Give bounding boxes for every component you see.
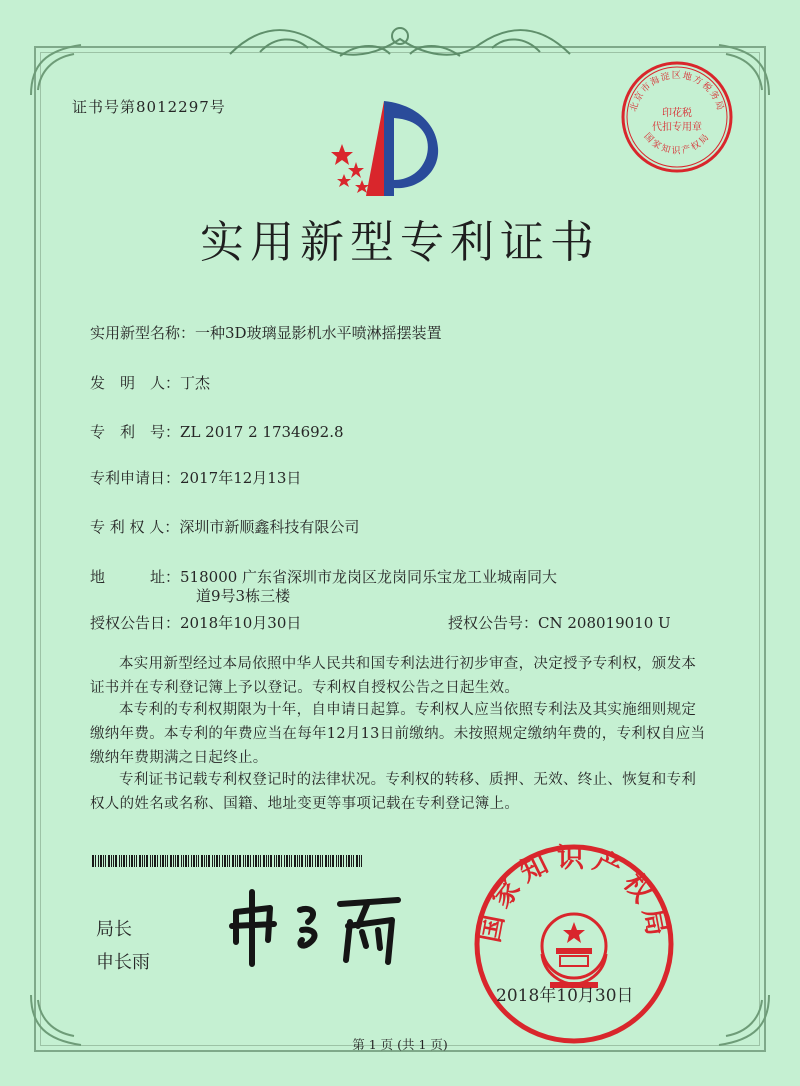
barcode-bar [206, 855, 207, 867]
field-value: 2018年10月30日 [180, 614, 302, 632]
barcode-bar [299, 855, 300, 867]
barcode-bar [212, 855, 213, 867]
barcode-bar [162, 855, 164, 867]
paragraph-legal-status: 专利证书记载专利权登记时的法律状况。专利权的转移、质押、无效、终止、恢复和专利权人的姓名或名称、国籍、地址变更等事项记载在专利登记簿上。 [90, 772, 697, 812]
barcode-bar [154, 855, 156, 867]
barcode-bar [214, 855, 215, 867]
barcode-bar [134, 855, 135, 867]
barcode-bar [183, 855, 184, 867]
barcode-bar [123, 855, 125, 867]
barcode-bar [167, 855, 168, 867]
barcode-bar [243, 855, 244, 867]
barcode-bar [237, 855, 238, 867]
barcode-bar [115, 855, 117, 867]
barcode-bar [348, 855, 350, 867]
barcode-bar [247, 855, 249, 867]
svg-text:国家知识产权局 [642, 131, 713, 156]
barcode-bar [185, 855, 187, 867]
barcode-bar [113, 855, 114, 867]
barcode-bar [320, 855, 321, 867]
barcode-bar [92, 855, 94, 867]
barcode-bar [170, 855, 172, 867]
barcode-bar [175, 855, 176, 867]
barcode-bar [276, 855, 277, 867]
field-label: 地 址： [90, 568, 181, 586]
barcode-bar [229, 855, 230, 867]
barcode-bar [289, 855, 290, 867]
barcode-bar [188, 855, 189, 867]
barcode-bar [284, 855, 285, 867]
barcode-bar [121, 855, 122, 867]
barcode-bar [315, 855, 316, 867]
page-footer: 第 1 页 (共 1 页) [352, 1037, 448, 1052]
barcode-bar [235, 855, 236, 867]
barcode-icon [92, 855, 364, 867]
barcode-bar [278, 855, 280, 867]
barcode-bar [268, 855, 269, 867]
barcode-bar [216, 855, 218, 867]
barcode-bar [139, 855, 141, 867]
field-value: 518000 广东省深圳市龙岗区龙岗同乐宝龙工业城南同大 [180, 568, 558, 586]
field-patent-number [90, 421, 344, 442]
barcode-bar [160, 855, 161, 867]
barcode-bar [198, 855, 199, 867]
barcode-bar [239, 855, 241, 867]
certificate-number: 证书号第8012297号 [72, 98, 226, 116]
barcode-bar [328, 855, 329, 867]
handwritten-signature-icon [222, 882, 422, 972]
barcode-bar [119, 855, 120, 867]
barcode-bar [95, 855, 96, 867]
barcode-bar [317, 855, 319, 867]
field-label: 专利申请日： [90, 469, 181, 487]
field-value: CN 208019010 U [538, 614, 671, 632]
field-announcement-date [90, 612, 301, 633]
field-value: 丁杰 [180, 374, 211, 392]
signatory-name: 申长雨 [96, 952, 150, 973]
issue-date: 2018年10月30日 [496, 986, 634, 1006]
field-value: ZL 2017 2 1734692.8 [180, 423, 344, 441]
field-value: 深圳市新顺鑫科技有限公司 [179, 518, 360, 536]
barcode-bar [353, 855, 354, 867]
field-label: 授权公告日： [90, 614, 181, 632]
barcode-bar [136, 855, 137, 867]
field-label: 专 利 号： [90, 423, 181, 441]
barcode-bar [260, 855, 261, 867]
official-seal-icon [472, 842, 676, 1046]
field-patentee [90, 516, 359, 537]
barcode-bar [181, 855, 182, 867]
barcode-bar [111, 855, 112, 867]
barcode-bar [129, 855, 130, 867]
barcode-bar [131, 855, 133, 867]
barcode-bar [351, 855, 352, 867]
barcode-bar [173, 855, 174, 867]
field-inventor [90, 372, 210, 393]
barcode-bar [361, 855, 362, 867]
barcode-bar [291, 855, 292, 867]
barcode-bar [322, 855, 323, 867]
field-value: 2017年12月13日 [180, 469, 302, 487]
field-label: 实用新型名称： [90, 324, 196, 342]
barcode-bar [204, 855, 205, 867]
barcode-bar [274, 855, 275, 867]
barcode-bar [330, 855, 331, 867]
barcode-bar [191, 855, 192, 867]
big-seal-ring-text: 国家知识产权局 [474, 842, 674, 945]
barcode-bar [222, 855, 223, 867]
barcode-bar [144, 855, 145, 867]
field-announcement-number [448, 612, 671, 633]
barcode-bar [270, 855, 272, 867]
paragraph-grant: 本实用新型经过本局依照中华人民共和国专利法进行初步审查，决定授予专利权，颁发本证书并在专利登记簿上予以登记。专利权自授权公告之日起生效。 [90, 656, 697, 696]
field-value: 道9号3栋三楼 [196, 587, 291, 605]
barcode-bar [98, 855, 99, 867]
barcode-bar [294, 855, 296, 867]
barcode-bar [346, 855, 347, 867]
barcode-bar [126, 855, 127, 867]
barcode-bar [152, 855, 153, 867]
barcode-bar [343, 855, 344, 867]
field-filing-date [90, 467, 301, 488]
barcode-bar [232, 855, 234, 867]
field-label: 专 利 权 人： [90, 518, 180, 536]
small-seal-center-line2: 代扣专用章 [652, 122, 702, 133]
corner-ornament-icon [26, 40, 86, 100]
barcode-bar [201, 855, 203, 867]
tax-stamp-seal-icon [618, 58, 736, 176]
field-label: 发 明 人： [90, 374, 181, 392]
barcode-bar [307, 855, 308, 867]
barcode-bar [356, 855, 358, 867]
barcode-bar [219, 855, 220, 867]
barcode-bar [281, 855, 282, 867]
barcode-bar [177, 855, 179, 867]
paragraph-term: 本专利的专利权期限为十年，自申请日起算。专利权人应当依照专利法及其实施细则规定缴纳年费。本专利的年费应当在每年12月13日前缴纳。未按照规定缴纳年费的，专利权自应当缴纳年费期满之日起终止。 [90, 702, 706, 766]
barcode-bar [340, 855, 342, 867]
field-address-line2 [196, 585, 290, 606]
small-seal-bottom-text: 国家知识产权局 [641, 131, 713, 157]
barcode-bar [359, 855, 360, 867]
field-utility-model-name [90, 322, 442, 343]
barcode-bar [325, 855, 327, 867]
field-label: 授权公告号： [448, 614, 539, 632]
barcode-bar [255, 855, 257, 867]
barcode-bar [245, 855, 246, 867]
signatory-title: 局长 [96, 919, 132, 940]
barcode-bar [266, 855, 267, 867]
barcode-bar [286, 855, 288, 867]
barcode-bar [250, 855, 251, 867]
top-ornament-icon [220, 14, 580, 74]
barcode-bar [338, 855, 339, 867]
patent-office-logo-icon [322, 96, 442, 206]
barcode-bar [208, 855, 210, 867]
barcode-bar [146, 855, 148, 867]
barcode-bar [297, 855, 298, 867]
barcode-bar [227, 855, 228, 867]
small-seal-center-line1: 印花税 [662, 108, 692, 119]
barcode-bar [263, 855, 265, 867]
field-address [90, 566, 557, 587]
barcode-bar [150, 855, 151, 867]
barcode-bar [309, 855, 311, 867]
barcode-bar [336, 855, 337, 867]
barcode-bar [100, 855, 102, 867]
barcode-bar [332, 855, 334, 867]
small-seal-ring-text: 北京市海淀区地方税务局 [628, 71, 726, 113]
field-value: 一种3D玻璃显影机水平喷淋摇摆装置 [195, 324, 442, 342]
barcode-bar [253, 855, 254, 867]
barcode-bar [193, 855, 195, 867]
barcode-bar [301, 855, 303, 867]
barcode-bar [165, 855, 166, 867]
barcode-bar [258, 855, 259, 867]
national-emblem-icon [542, 914, 606, 988]
barcode-bar [157, 855, 158, 867]
barcode-bar [142, 855, 143, 867]
barcode-bar [108, 855, 110, 867]
barcode-bar [312, 855, 313, 867]
barcode-bar [224, 855, 226, 867]
barcode-bar [305, 855, 306, 867]
barcode-bar [105, 855, 106, 867]
certificate-title: 实用新型专利证书 [200, 217, 600, 268]
barcode-bar [103, 855, 104, 867]
barcode-bar [196, 855, 197, 867]
